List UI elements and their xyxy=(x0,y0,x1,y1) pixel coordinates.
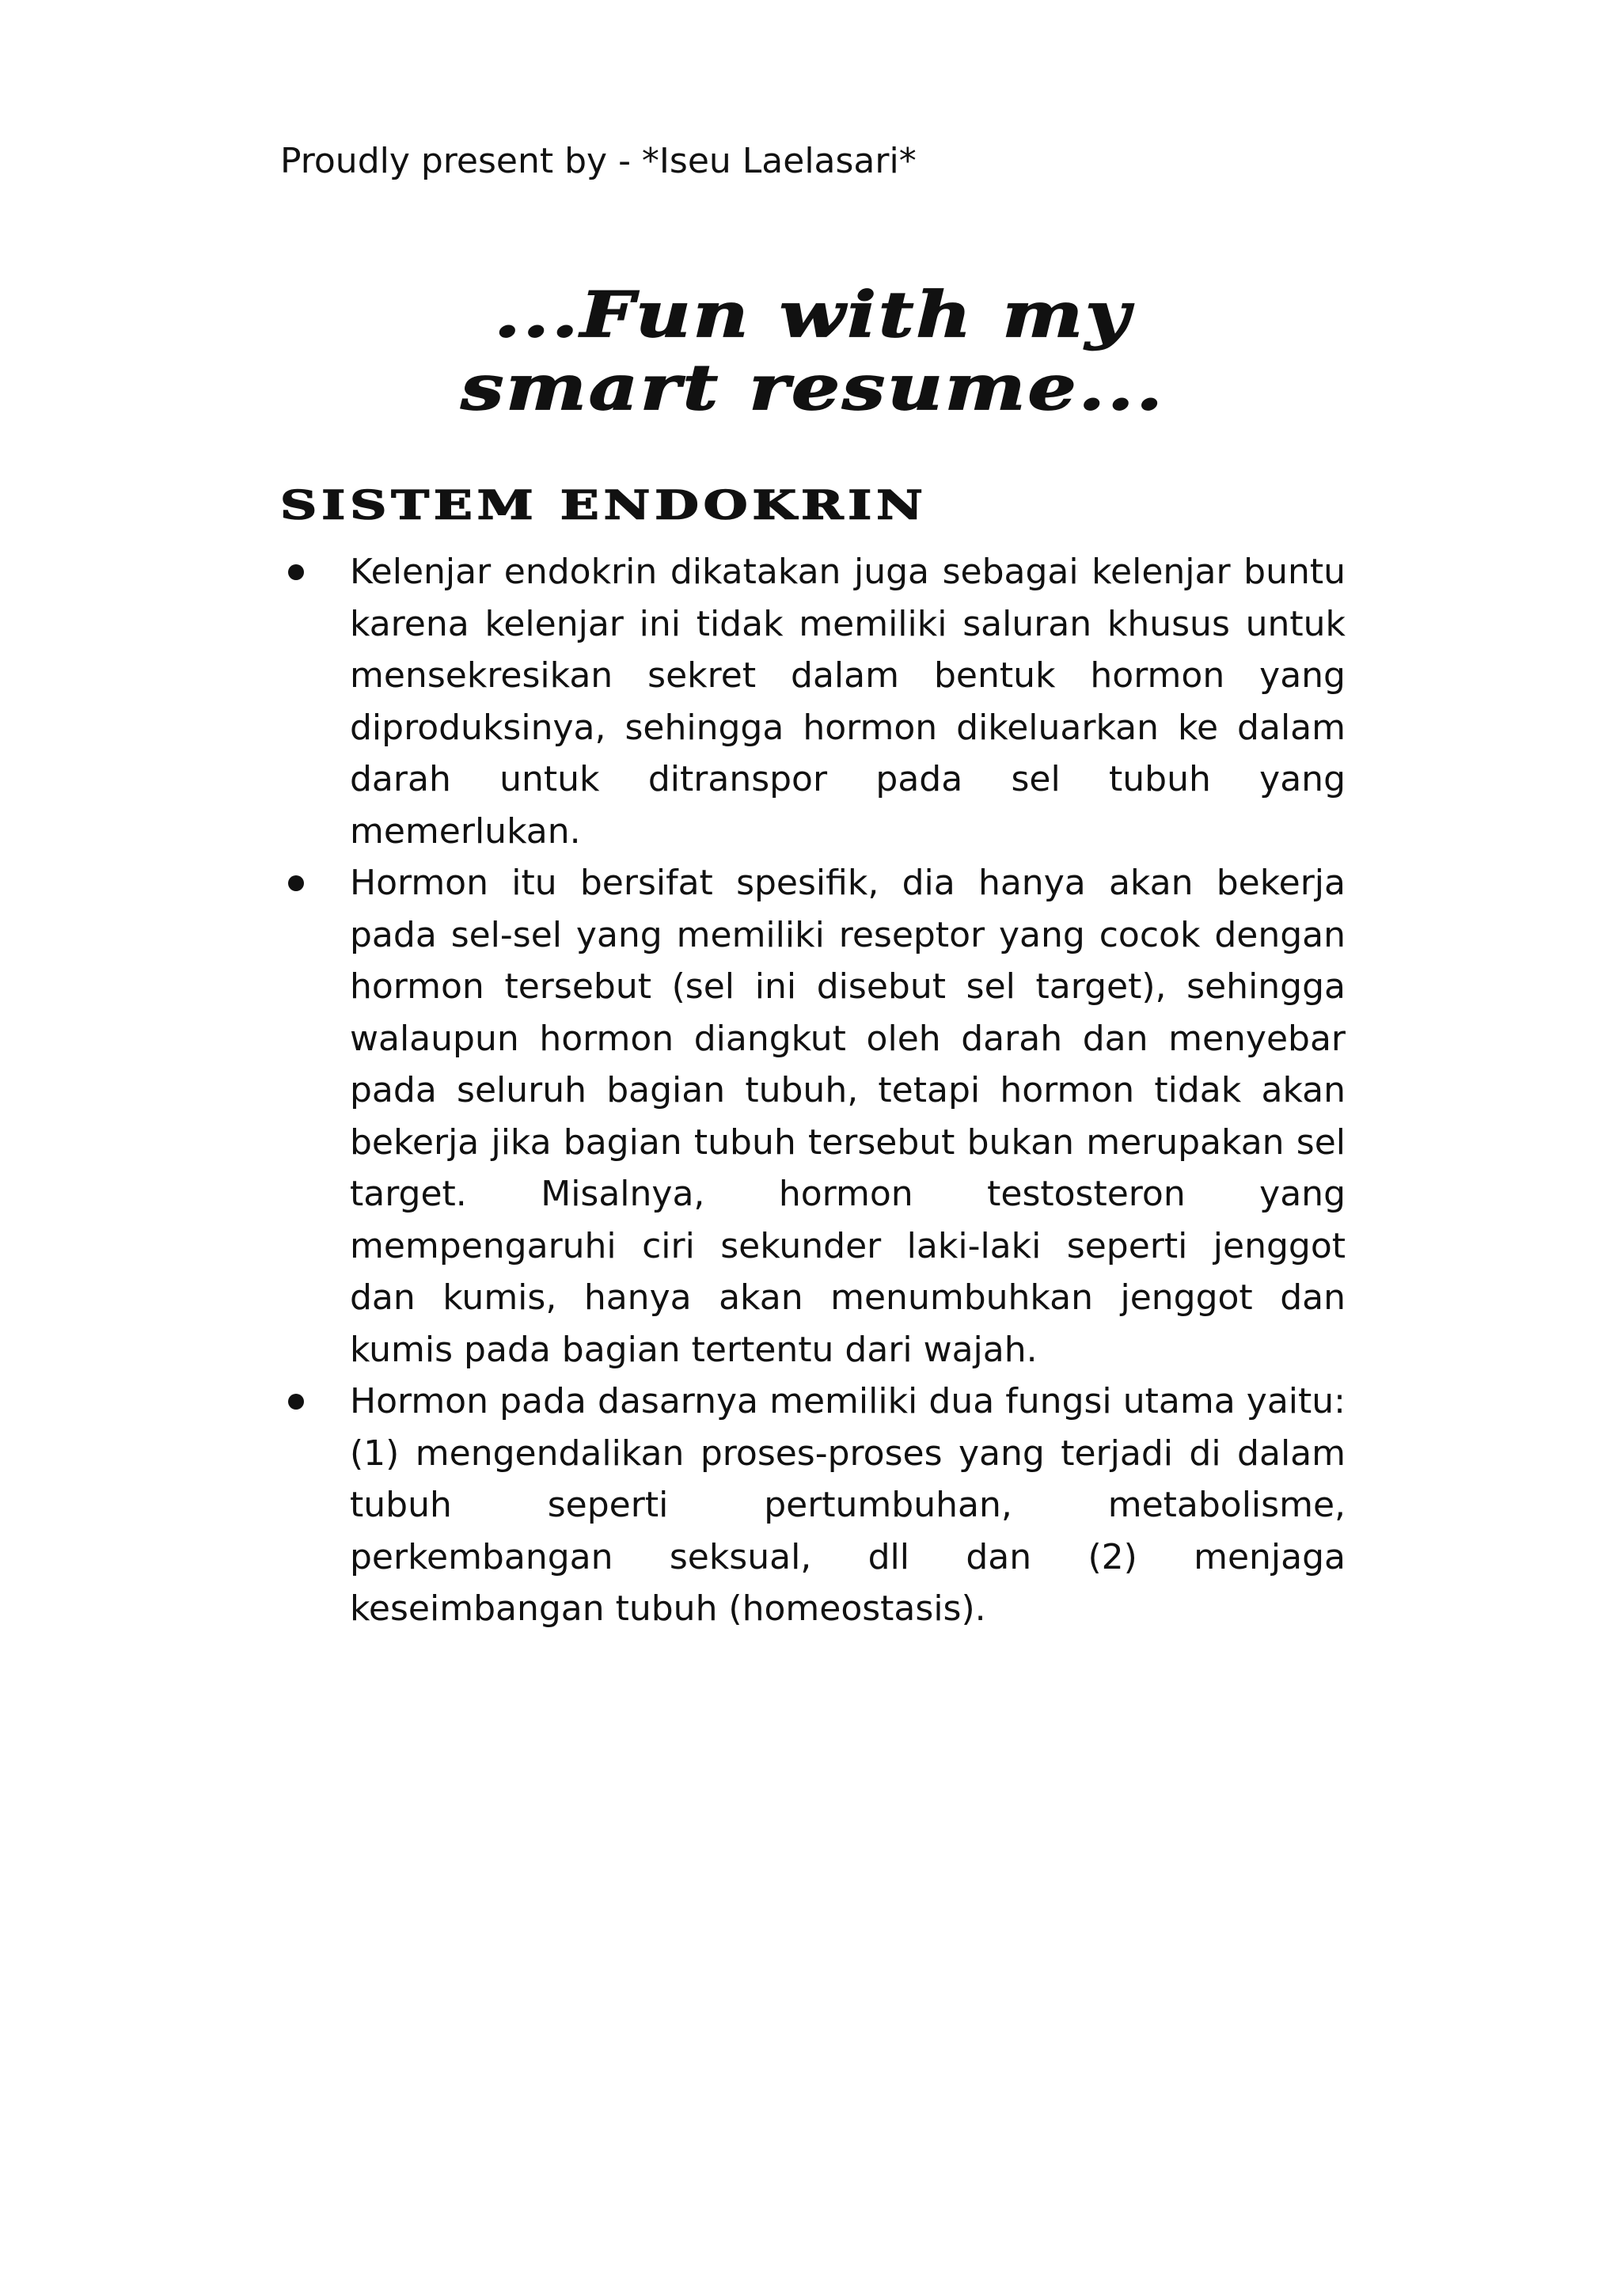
headline-line-2: smart resume... xyxy=(461,351,1165,424)
bullet-item-1 xyxy=(280,546,1346,857)
byline: Proudly present by - *Iseu Laelasari* xyxy=(280,141,917,181)
section-title: SISTEM ENDOKRIN xyxy=(280,482,928,529)
bullet-dot-icon xyxy=(288,564,304,580)
bullet-dot-icon xyxy=(288,875,304,891)
bullet-item-3 xyxy=(280,1376,1346,1635)
bullet-item-2 xyxy=(280,857,1346,1376)
bullet-text: Hormon itu bersifat spesifik, dia hanya akan bekerja pada sel-sel yang memiliki reseptor yang cocok dengan hormon tersebut (sel ini disebut sel target), sehingga walaupun hormon diangkut oleh darah dan menyebar pada seluruh bagian tubuh, tetapi hormon tidak akan bekerja jika bagian tubuh tersebut bukan merupakan sel target. Misalnya, hormon testosteron yang mempengaruhi ciri sekunder laki-laki seperti jenggot dan kumis, hanya akan menumbuhkan jenggot dan kumis pada bagian tertentu dari wajah. xyxy=(350,863,1346,1370)
bullet-text: Kelenjar endokrin dikatakan juga sebagai kelenjar buntu karena kelenjar ini tidak memiliki saluran khusus untuk mensekresikan sekret dalam bentuk hormon yang diproduksinya, sehingga hormon dikeluarkan ke dalam darah untuk ditranspor pada sel tubuh yang memerlukan. xyxy=(350,552,1346,852)
bullet-text: Hormon pada dasarnya memiliki dua fungsi utama yaitu: (1) mengendalikan proses-proses yang terjadi di dalam tubuh seperti pertumbuhan, metabolisme, perkembangan seksual, dll dan (2) menjaga keseimbangan tubuh (homeostasis). xyxy=(350,1381,1346,1629)
headline-line-1: ...Fun with my xyxy=(494,278,1132,351)
bullet-dot-icon xyxy=(288,1394,304,1410)
bullet-list xyxy=(280,546,1346,1635)
headline xyxy=(280,279,1346,424)
